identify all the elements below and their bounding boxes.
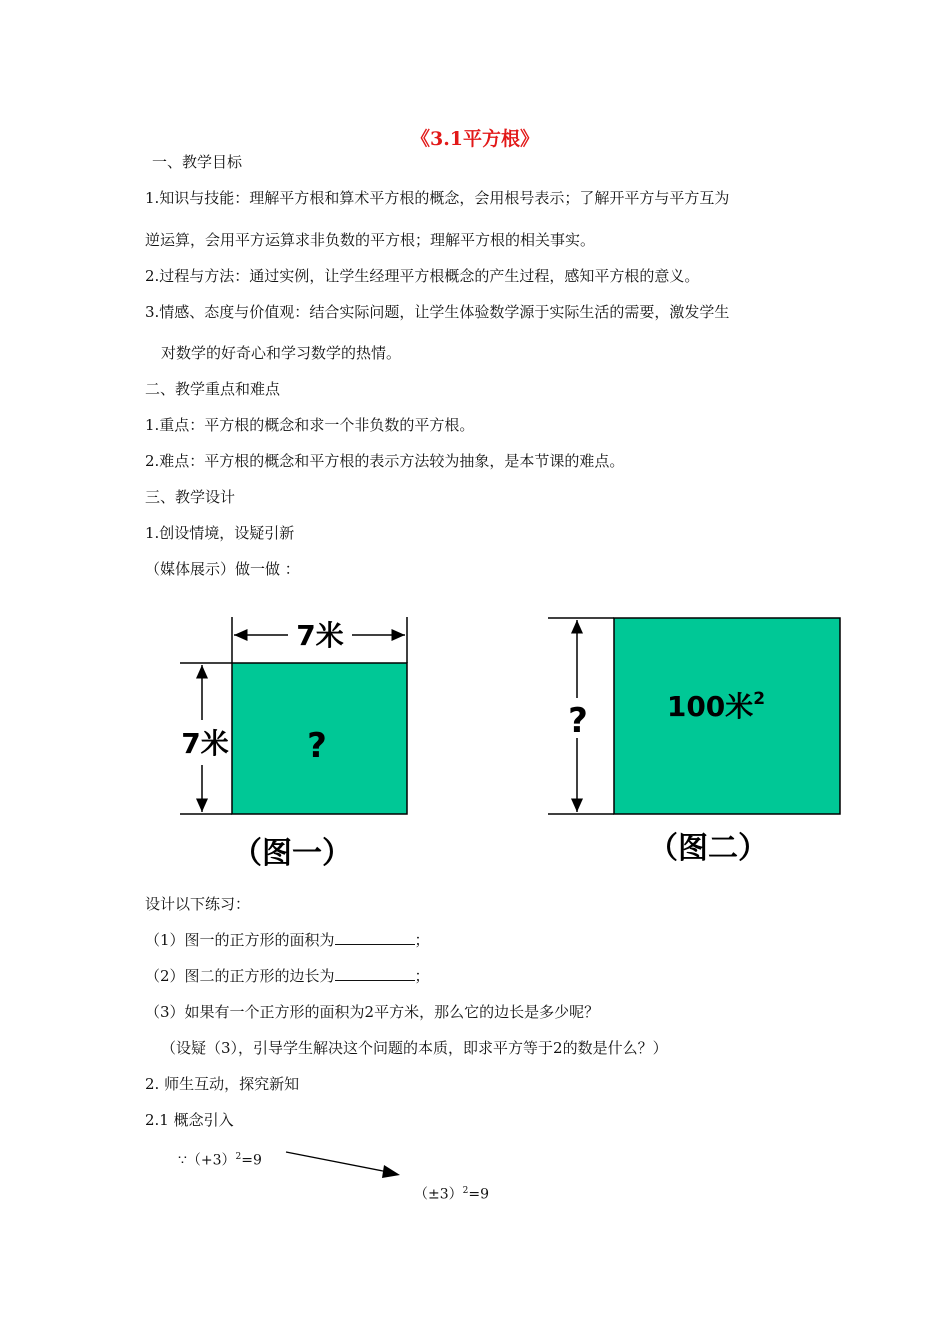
section-heading-design: 三、教学设计 [145, 488, 236, 506]
exercise-2-text: （2）图二的正方形的边长为 [145, 967, 335, 985]
formula-plus-minus-base: （±3） [414, 1186, 463, 1203]
goal-2: 2.过程与方法：通过实例，让学生经理平方根概念的产生过程，感知平方根的意义。 [145, 267, 700, 285]
height-label: 7米 [181, 727, 229, 760]
area-label: 100米$^2$ [666, 689, 766, 723]
width-label: 7米 [296, 619, 344, 652]
exercise-1-end: ； [414, 931, 430, 949]
figure-one-caption: （图一） [232, 836, 352, 871]
goal-3-line-1: 3.情感、态度与价值观：结合实际问题，让学生体验数学源于实际生活的需要，激发学生 [145, 303, 730, 321]
goal-1-line-1: 1.知识与技能：理解平方根和算术平方根的概念，会用根号表示；了解开平方与平方互为 [145, 189, 730, 207]
exercise-1 [145, 930, 430, 950]
formula-positive-result: =9 [241, 1152, 262, 1169]
figure-two-caption: （图二） [648, 831, 768, 866]
section-heading-goals: 一、教学目标 [152, 153, 243, 171]
design-step-1: 1.创设情境，设疑引新 [145, 524, 295, 542]
exercise-3: （3）如果有一个正方形的面积为2平方米，那么它的边长是多少呢？ [145, 1003, 600, 1021]
side-question-mark: ? [568, 701, 588, 741]
answer-blank-2 [335, 966, 415, 981]
formula-arrow [284, 1148, 404, 1180]
exercises-intro: 设计以下练习： [145, 895, 251, 913]
formula-positive-exponent: 2 [235, 1152, 242, 1162]
formula-positive [178, 1147, 262, 1171]
exercise-note: （设疑（3），引导学生解决这个问题的本质，即求平方等于2的数是什么？） [161, 1039, 668, 1057]
area-question-mark: ? [307, 726, 327, 766]
exercise-1-text: （1）图一的正方形的面积为 [145, 931, 335, 949]
formula-plus-minus [414, 1181, 489, 1205]
section-heading-key-points: 二、教学重点和难点 [145, 380, 281, 398]
formula-plus-minus-result: =9 [468, 1186, 490, 1203]
exercise-2 [145, 966, 430, 986]
media-display-note: （媒体展示）做一做 ： [145, 560, 300, 578]
formula-plus-minus-exponent: 2 [462, 1186, 469, 1196]
page-title: 《3.1平方根》 [410, 128, 540, 150]
key-point-1: 1.重点：平方根的概念和求一个非负数的平方根。 [145, 416, 475, 434]
exercise-2-end: ； [414, 967, 430, 985]
answer-blank-1 [335, 930, 415, 945]
key-point-2: 2.难点：平方根的概念和平方根的表示方法较为抽象，是本节课的难点。 [145, 452, 625, 470]
goal-1-line-2: 逆运算，会用平方运算求非负数的平方根；理解平方根的相关事实。 [145, 231, 596, 249]
figure-two [540, 610, 850, 870]
concept-intro-heading: 2.1 概念引入 [145, 1111, 234, 1129]
goal-3-line-2: 对数学的好奇心和学习数学的热情。 [161, 344, 402, 362]
part-2-heading: 2. 师生互动，探究新知 [145, 1075, 300, 1093]
figure-one [170, 605, 420, 875]
formula-positive-base: ∵（+3） [178, 1152, 236, 1169]
